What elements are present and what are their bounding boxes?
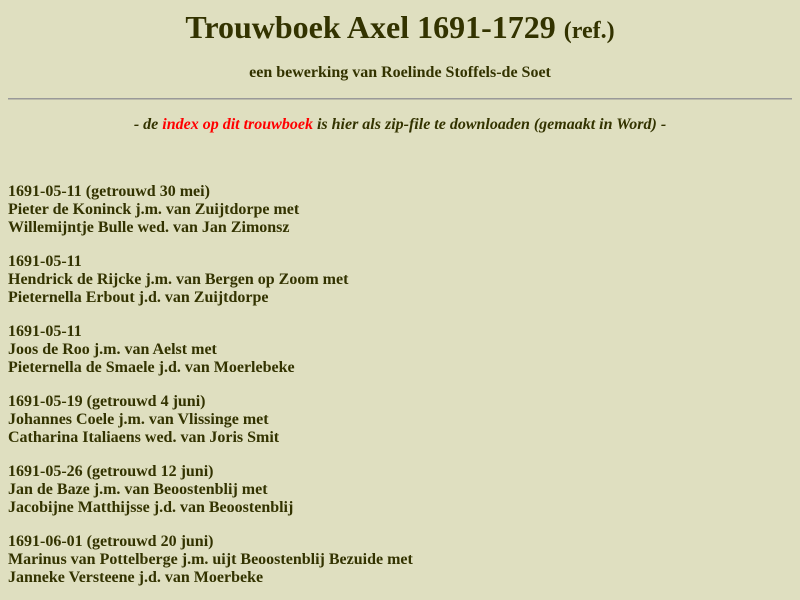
download-note-suffix: is hier als zip-file te downloaden (gemaakt in Word) - (312, 116, 667, 133)
marriage-entry (8, 533, 792, 587)
entry-bride: Jacobijne Matthijsse j.d. van Beoostenblij (8, 499, 294, 516)
index-download-link[interactable]: index op dit trouwboek (162, 116, 313, 133)
entry-date: 1691-05-11 (getrouwd 30 mei) (8, 183, 210, 200)
entry-date: 1691-05-26 (getrouwd 12 juni) (8, 463, 214, 480)
title-text: Trouwboek Axel 1691-1729 (185, 9, 556, 45)
entry-date: 1691-05-11 (8, 323, 82, 340)
entry-bride: Pieternella de Smaele j.d. van Moerlebeke (8, 359, 295, 376)
subtitle: een bewerking van Roelinde Stoffels-de Soet (249, 64, 551, 81)
download-note (8, 115, 792, 135)
entry-groom: Johannes Coele j.m. van Vlissinge met (8, 411, 269, 428)
ref-link[interactable]: (ref.) (563, 18, 615, 44)
entry-groom: Marinus van Pottelberge j.m. uijt Beoostenblij Bezuide met (8, 551, 413, 568)
entry-date: 1691-05-11 (8, 253, 82, 270)
entry-bride: Pieternella Erbout j.d. van Zuijtdorpe (8, 289, 269, 306)
entry-bride: Catharina Italiaens wed. van Joris Smit (8, 429, 280, 446)
entry-date: 1691-06-01 (getrouwd 20 juni) (8, 533, 214, 550)
entry-groom: Jan de Baze j.m. van Beoostenblij met (8, 481, 268, 498)
entry-groom: Joos de Roo j.m. van Aelst met (8, 341, 217, 358)
page-title (8, 0, 792, 50)
entry-bride: Janneke Versteene j.d. van Moerbeke (8, 569, 264, 586)
entry-groom: Pieter de Koninck j.m. van Zuijtdorpe met (8, 201, 300, 218)
marriage-entry (8, 323, 792, 377)
marriage-entry (8, 183, 792, 237)
entry-groom: Hendrick de Rijcke j.m. van Bergen op Zoom met (8, 271, 349, 288)
marriage-entries-list (8, 183, 792, 587)
download-note-prefix: - de (133, 116, 163, 133)
marriage-entry (8, 463, 792, 517)
marriage-entry (8, 393, 792, 447)
entry-date: 1691-05-19 (getrouwd 4 juni) (8, 393, 206, 410)
horizontal-rule (8, 98, 792, 100)
marriage-entry (8, 253, 792, 307)
entry-bride: Willemijntje Bulle wed. van Jan Zimonsz (8, 219, 290, 236)
